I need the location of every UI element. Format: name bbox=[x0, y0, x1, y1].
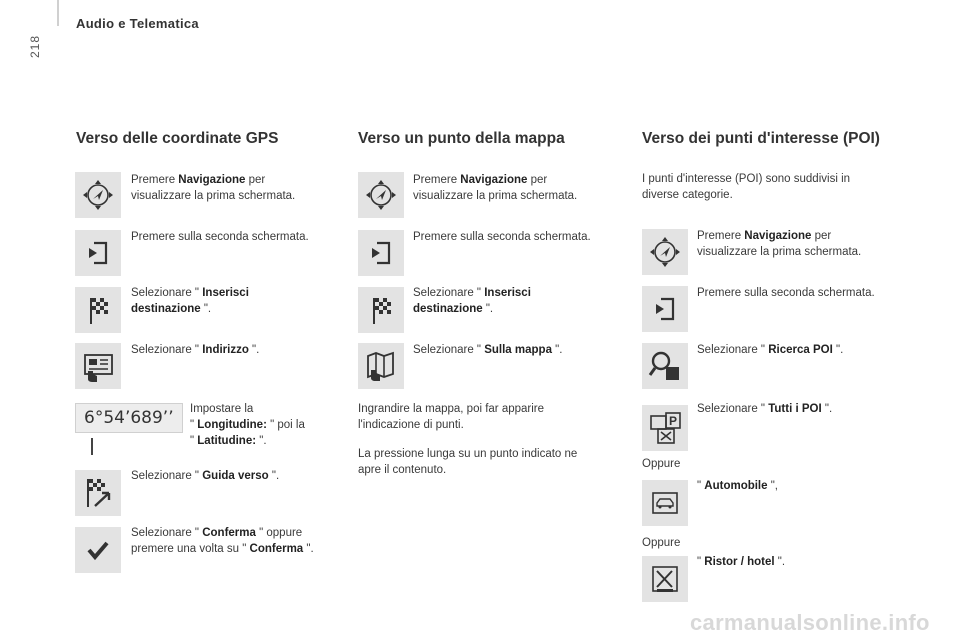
coordinate-input[interactable]: 6°54’689’’ bbox=[75, 403, 183, 433]
oppure-label-2: Oppure bbox=[642, 537, 681, 549]
col1-step1: Premere Navigazione per visualizzare la prima schermata. bbox=[131, 174, 296, 202]
address-card-icon[interactable] bbox=[75, 343, 121, 389]
car-icon[interactable] bbox=[642, 480, 688, 526]
all-poi-icon[interactable] bbox=[642, 405, 688, 451]
navigation-icon[interactable] bbox=[642, 229, 688, 275]
watermark: carmanualsonline.info bbox=[690, 610, 930, 635]
page-number: 218 bbox=[28, 34, 42, 58]
checkered-flag-icon[interactable] bbox=[358, 287, 404, 333]
navigation-icon[interactable] bbox=[358, 172, 404, 218]
col1-title: Verso delle coordinate GPS bbox=[76, 130, 279, 147]
col3-step2: Premere sulla seconda schermata. bbox=[697, 287, 875, 299]
navigation-icon[interactable] bbox=[75, 172, 121, 218]
margin-rule bbox=[57, 0, 59, 26]
col3-step6: " Ristor / hotel ". bbox=[697, 556, 786, 568]
svg-text:P: P bbox=[669, 414, 678, 428]
col3-intro: I punti d'interesse (POI) sono suddivisi in diverse categorie. bbox=[642, 173, 851, 201]
next-screen-icon[interactable] bbox=[75, 230, 121, 276]
oppure-label-1: Oppure bbox=[642, 458, 681, 470]
col3-step3: Selezionare " Ricerca POI ". bbox=[697, 344, 844, 356]
text-cursor bbox=[91, 438, 93, 455]
col2-step1: Premere Navigazione per visualizzare la prima schermata. bbox=[413, 174, 578, 202]
col1-step7: Selezionare " Conferma " oppure premere una volta su " Conferma ". bbox=[131, 527, 314, 555]
col3-step4: Selezionare " Tutti i POI ". bbox=[697, 403, 833, 415]
col3-title: Verso dei punti d'interesse (POI) bbox=[642, 130, 880, 147]
restaurant-hotel-icon[interactable] bbox=[642, 556, 688, 602]
checkmark-icon[interactable] bbox=[75, 527, 121, 573]
col2-step2: Premere sulla seconda schermata. bbox=[413, 231, 591, 243]
col2-paragraph-1: Ingrandire la mappa, poi far apparire l'indicazione di punti. bbox=[358, 403, 545, 431]
search-poi-icon[interactable] bbox=[642, 343, 688, 389]
next-screen-icon[interactable] bbox=[642, 286, 688, 332]
next-screen-icon[interactable] bbox=[358, 230, 404, 276]
col2-paragraph-2: La pressione lunga su un punto indicato ne apre il contenuto. bbox=[358, 448, 578, 476]
col1-step5: Impostare la " Longitudine: " poi la " Latitudine: ". bbox=[190, 403, 305, 447]
col1-step3: Selezionare " Inserisci destinazione ". bbox=[131, 287, 249, 315]
col2-title: Verso un punto della mappa bbox=[358, 130, 565, 147]
col2-step3: Selezionare " Inserisci destinazione ". bbox=[413, 287, 531, 315]
col2-step4: Selezionare " Sulla mappa ". bbox=[413, 344, 563, 356]
checkered-flag-icon[interactable] bbox=[75, 287, 121, 333]
checkered-flag-arrow-icon[interactable] bbox=[75, 470, 121, 516]
section-title: Audio e Telematica bbox=[76, 16, 199, 31]
col1-step2: Premere sulla seconda schermata. bbox=[131, 231, 309, 243]
col3-step1: Premere Navigazione per visualizzare la prima schermata. bbox=[697, 230, 862, 258]
col3-step5: " Automobile ", bbox=[697, 480, 779, 492]
map-icon[interactable] bbox=[358, 343, 404, 389]
col1-step4: Selezionare " Indirizzo ". bbox=[131, 344, 260, 356]
col1-step6: Selezionare " Guida verso ". bbox=[131, 470, 280, 482]
